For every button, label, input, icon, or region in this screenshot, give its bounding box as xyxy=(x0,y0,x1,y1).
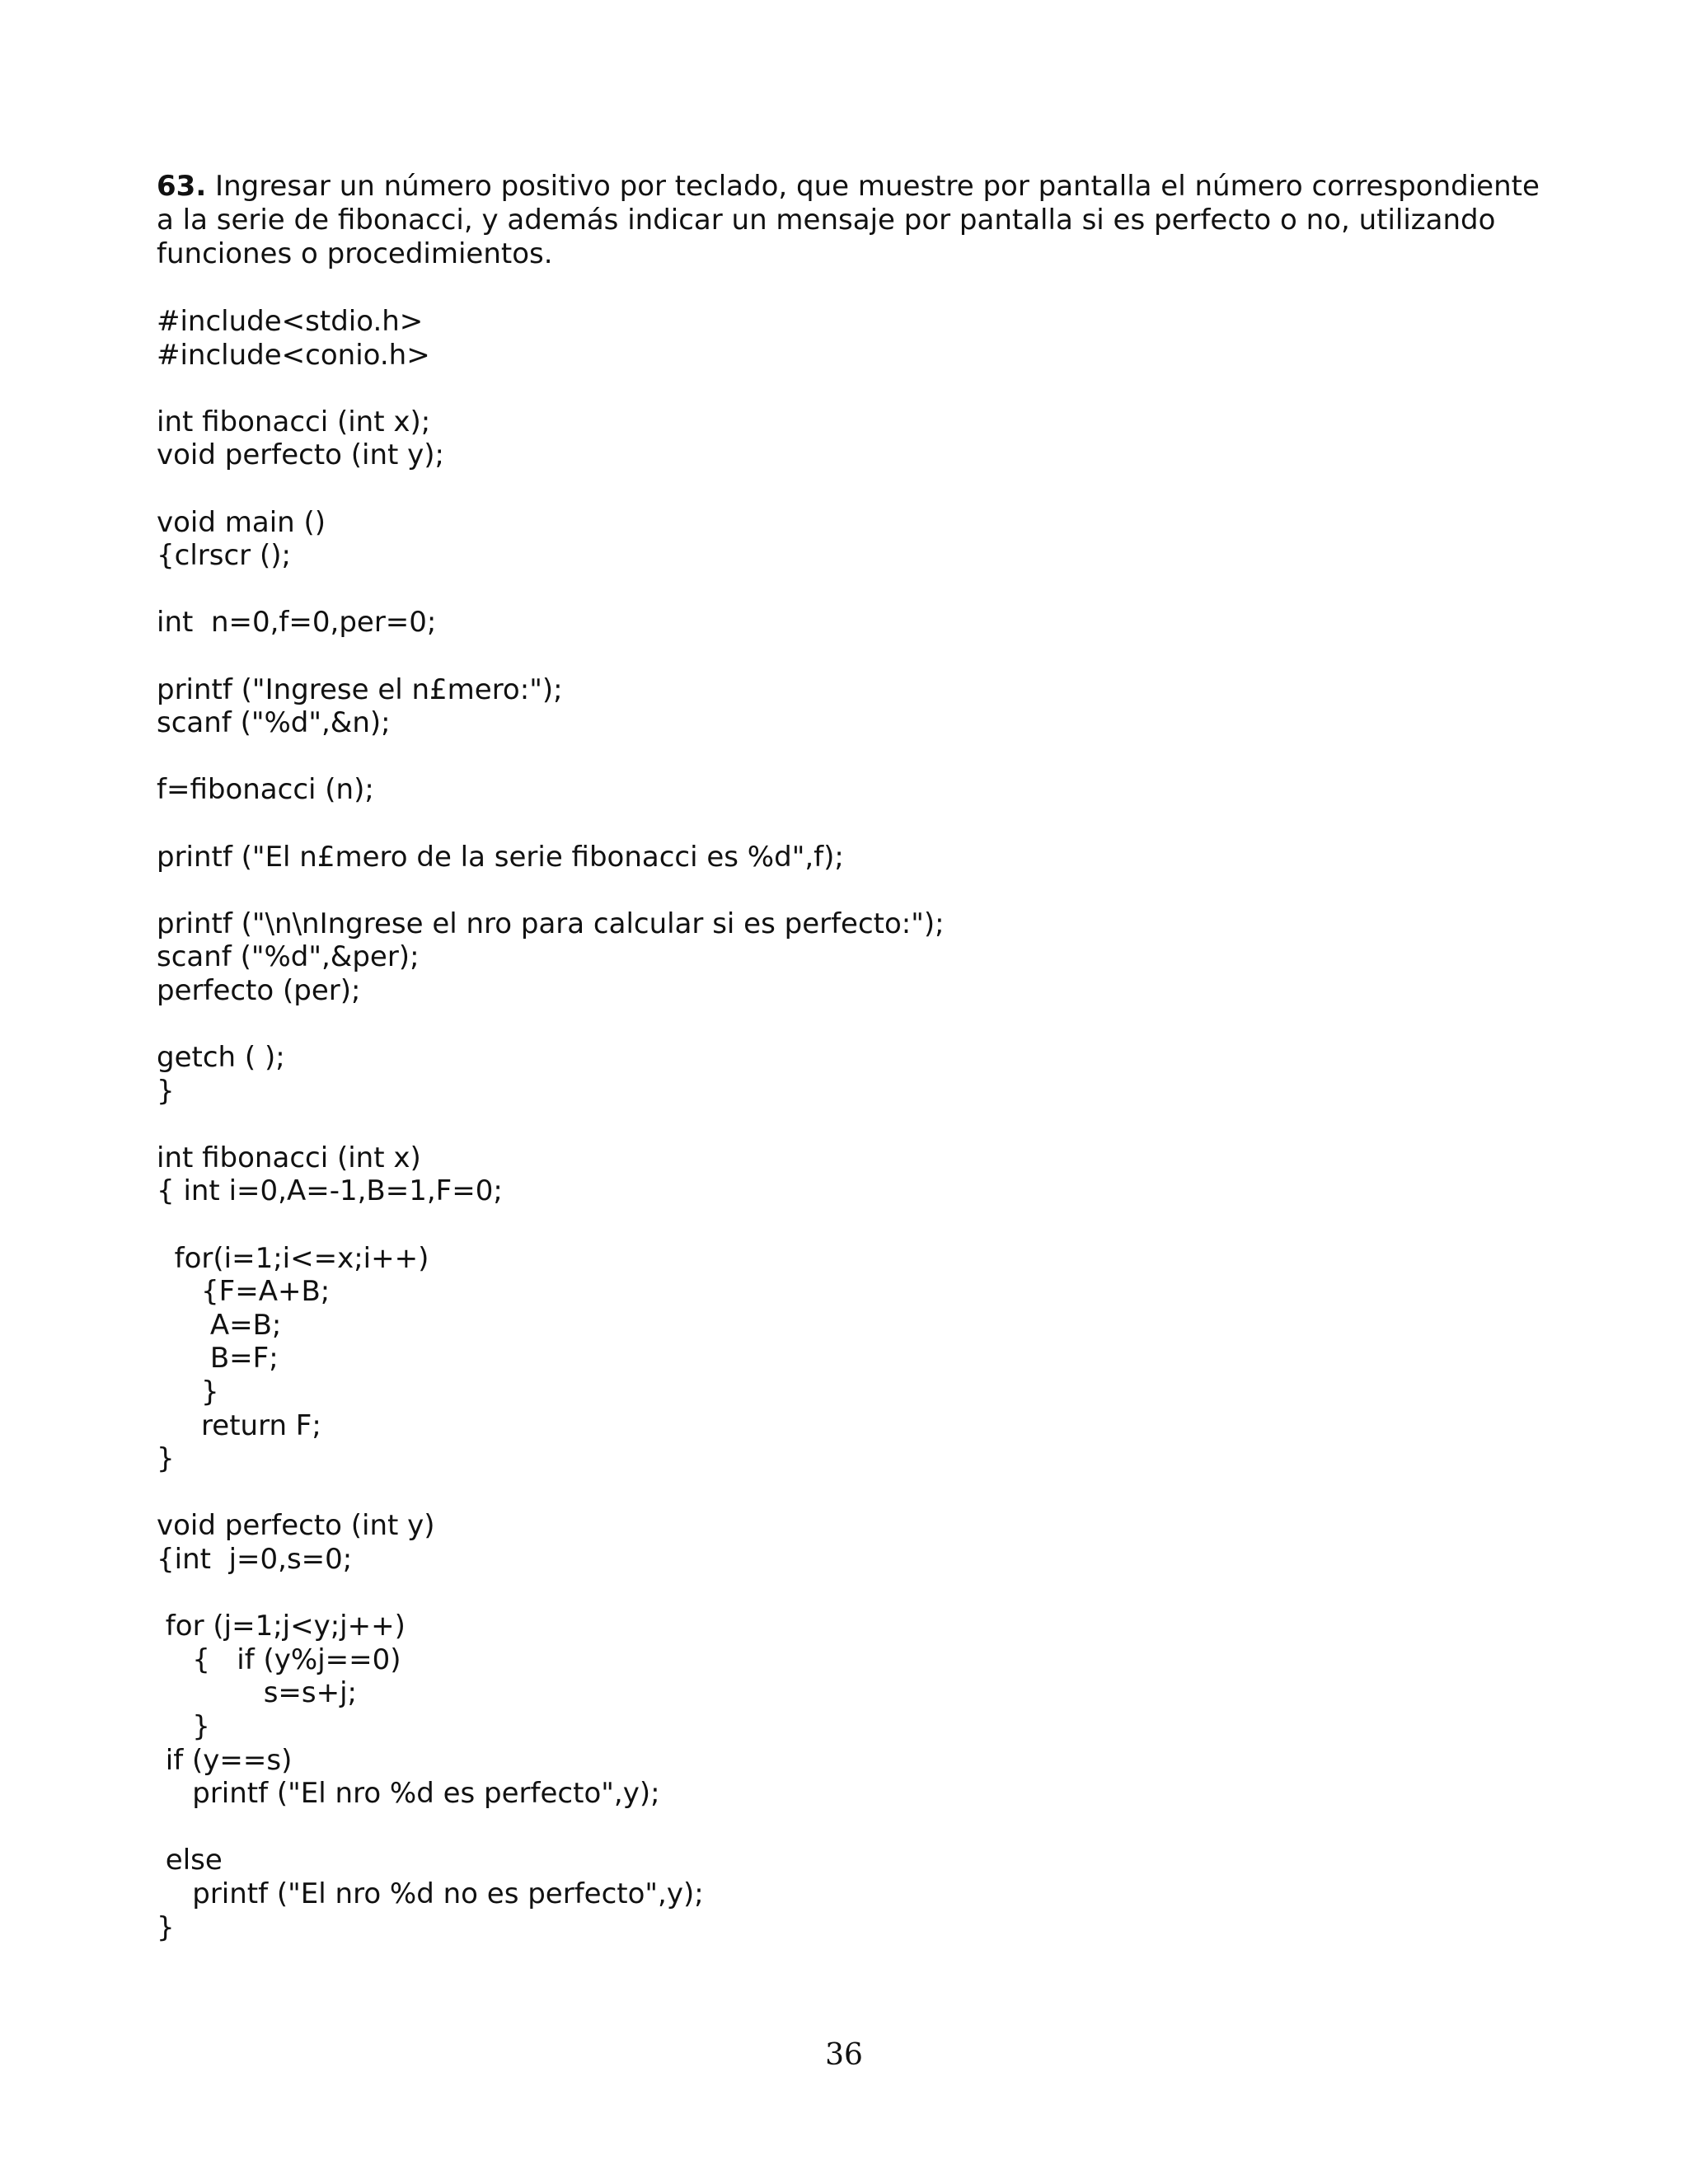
code-listing xyxy=(157,305,1475,1944)
code-line: printf ("El nro %d es perfecto",y); xyxy=(157,1777,660,1811)
code-line: scanf ("%d",&n); xyxy=(157,706,391,740)
code-line: B=F; xyxy=(157,1342,279,1376)
code-line: return F; xyxy=(157,1408,321,1442)
code-line xyxy=(157,874,1475,907)
code-line xyxy=(157,740,1475,774)
problem-line-1 xyxy=(157,170,1558,204)
code-line: int n=0,f=0,per=0; xyxy=(157,606,437,640)
code-line xyxy=(157,640,1475,673)
code-line xyxy=(157,1577,1475,1610)
code-line: } xyxy=(157,1442,175,1476)
code-line: void main () xyxy=(157,505,326,539)
problem-text-1: Ingresar un número positivo por teclado, que muestre por pantalla el número correspondiente xyxy=(215,170,1540,203)
code-line: int fibonacci (int x) xyxy=(157,1141,421,1174)
code-line: for(i=1;i<=x;i++) xyxy=(157,1241,429,1275)
code-line: #include<conio.h> xyxy=(157,338,430,372)
code-line: f=fibonacci (n); xyxy=(157,773,374,807)
code-line: A=B; xyxy=(157,1308,282,1342)
code-line xyxy=(157,1811,1475,1844)
code-line xyxy=(157,573,1475,607)
code-line: perfecto (per); xyxy=(157,973,361,1007)
code-line: { if (y%j==0) xyxy=(157,1643,401,1676)
code-line: printf ("El nro %d no es perfecto",y); xyxy=(157,1877,704,1910)
code-line xyxy=(157,372,1475,405)
code-line: {clrscr (); xyxy=(157,539,291,573)
code-line: {int j=0,s=0; xyxy=(157,1542,353,1576)
code-line: void perfecto (int y); xyxy=(157,438,444,472)
code-line: printf ("El n£mero de la serie fibonacci es %d",f); xyxy=(157,840,844,874)
code-line xyxy=(157,1476,1475,1510)
code-line: if (y==s) xyxy=(157,1743,293,1777)
code-line: printf ("\n\nIngrese el nro para calcular si es perfecto:"); xyxy=(157,907,945,940)
code-line: } xyxy=(157,1376,219,1408)
code-line xyxy=(157,807,1475,841)
code-line: { int i=0,A=-1,B=1,F=0; xyxy=(157,1174,503,1208)
code-line xyxy=(157,1007,1475,1041)
code-line: int fibonacci (int x); xyxy=(157,405,431,438)
problem-statement xyxy=(157,170,1558,271)
code-line: else xyxy=(157,1844,223,1877)
code-line: getch ( ); xyxy=(157,1041,285,1075)
problem-line-2: a la serie de fibonacci, y además indicar un mensaje por pantalla si es perfecto o no, utilizando xyxy=(157,204,1496,237)
code-line: #include<stdio.h> xyxy=(157,305,424,338)
code-line: void perfecto (int y) xyxy=(157,1509,435,1543)
code-line: } xyxy=(157,1709,210,1743)
code-line: scanf ("%d",&per); xyxy=(157,940,420,974)
problem-number: 63. xyxy=(157,170,207,203)
code-line: s=s+j; xyxy=(157,1676,357,1710)
code-line xyxy=(157,472,1475,506)
problem-line-3: funciones o procedimientos. xyxy=(157,237,553,270)
code-line xyxy=(157,1108,1475,1141)
code-line: } xyxy=(157,1910,175,1944)
code-line xyxy=(157,1208,1475,1242)
code-line: } xyxy=(157,1074,175,1108)
code-line: for (j=1;j<y;j++) xyxy=(157,1610,406,1643)
page-number: 36 xyxy=(825,2038,863,2072)
code-line: {F=A+B; xyxy=(157,1275,331,1309)
code-line: printf ("Ingrese el n£mero:"); xyxy=(157,673,563,706)
